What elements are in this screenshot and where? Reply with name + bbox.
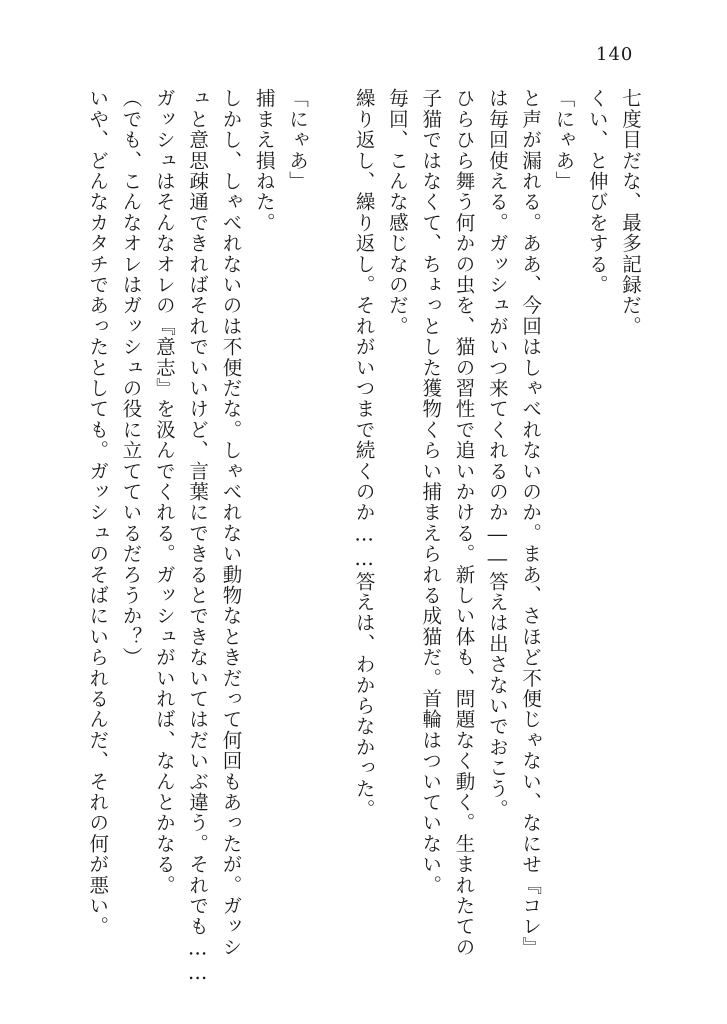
text-line: は毎回使える。ガッシュがいつ来てくれるのか――答えは出さないでおこう。	[485, 88, 509, 820]
text-line: 毎回、こんな感じなのだ。	[385, 88, 409, 337]
text-line: ガッシュはそんなオレの『意志』を汲んでくれる。ガッシュがいれば、なんとかなる。	[152, 88, 176, 896]
text-line: （でも、こんなオレはガッシュの役に立てているだろうか？）	[119, 88, 143, 668]
novel-text-block	[81, 88, 647, 986]
text-line: ュと意思疎通できればそれでいいけど、言葉にできるとできないてはだいぶ違う。それでも……	[186, 88, 210, 986]
text-line: ひらひら舞う何かの虫を、猫の習性で追いかける。新しい体も、問題なく動く。生まれたての	[452, 88, 476, 958]
text-line: と声が漏れる。ああ、今回はしゃべれないのか。まあ、さほど不便じゃない、なにせ『コレ』	[519, 88, 543, 958]
text-line: くい、と伸びをする。	[585, 88, 609, 295]
text-line: いや、どんなカタチであったとしても。ガッシュのそばにいられるんだ、それの何が悪い。	[86, 88, 110, 937]
blank-line	[314, 88, 347, 928]
text-line: しかし、しゃべれないのは不便だな。しゃべれない動物なときだって何回もあったが。ガッシ	[219, 88, 243, 958]
text-line: 「にゃあ」	[286, 88, 310, 192]
text-line: 捕まえ損ねた。	[252, 88, 276, 233]
text-line: 七度目だな、最多記録だ。	[619, 88, 642, 337]
text-line: 「にゃあ」	[552, 88, 576, 192]
page-number: 140	[596, 44, 634, 65]
text-line: 子猫ではなくて、ちょっとした獲物くらい捕まえられる成猫だ。首輪はついていない。	[419, 88, 443, 896]
text-line: 繰り返し、繰り返し。それがいつまで続くのか……答えは、わからなかった。	[352, 88, 376, 820]
